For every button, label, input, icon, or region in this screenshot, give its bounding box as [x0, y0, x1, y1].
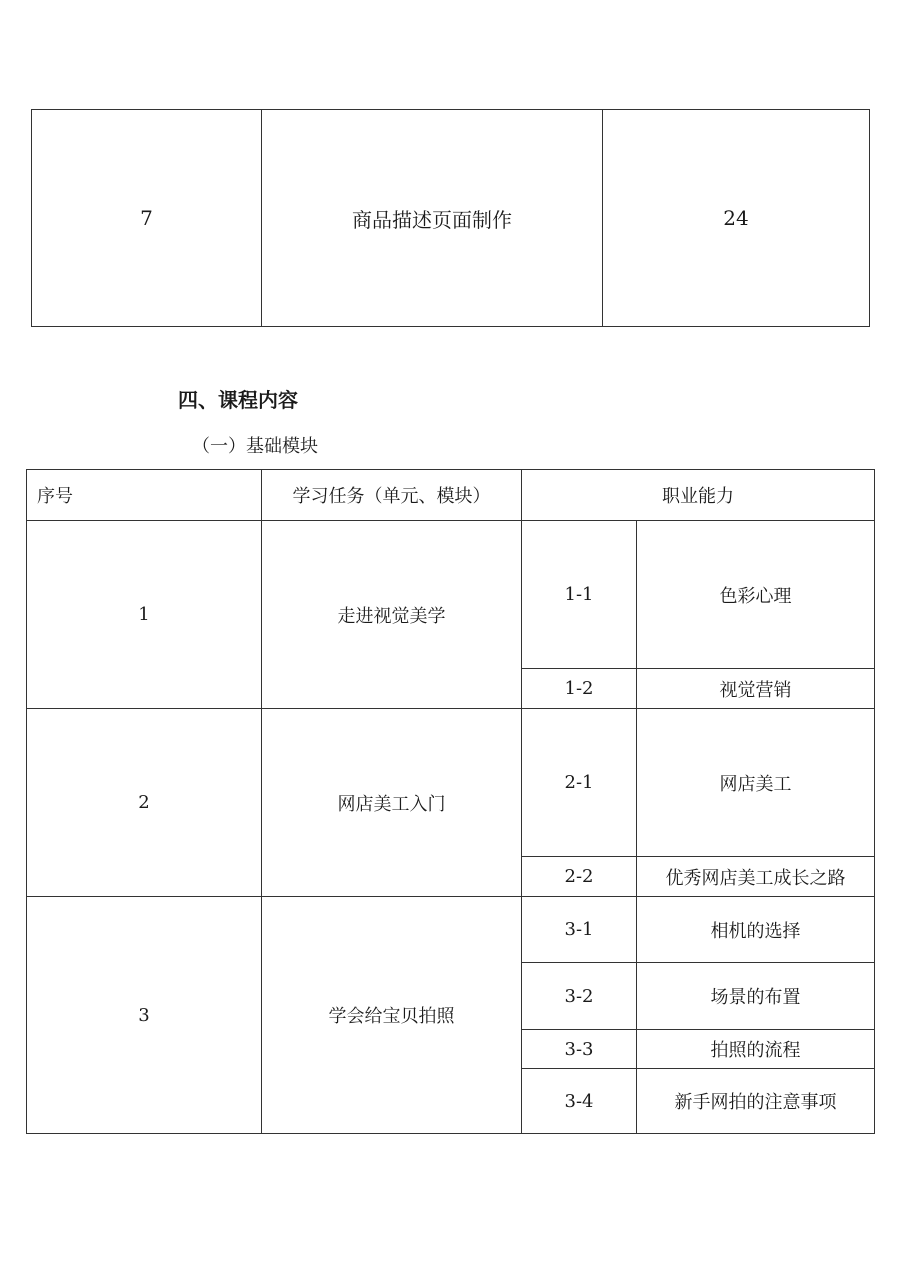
module-task: 网店美工入门 [262, 709, 522, 897]
module-seq: 1 [27, 521, 262, 709]
ability-code: 3-2 [522, 963, 637, 1030]
row-index: 7 [32, 110, 262, 327]
course-name: 商品描述页面制作 [262, 110, 603, 327]
header-task: 学习任务（单元、模块） [262, 470, 522, 521]
ability-name: 拍照的流程 [637, 1030, 875, 1069]
table-row [27, 897, 875, 963]
course-hours: 24 [603, 110, 870, 327]
module-task: 学会给宝贝拍照 [262, 897, 522, 1134]
ability-name: 色彩心理 [637, 521, 875, 669]
header-seq: 序号 [27, 470, 262, 521]
module-table [26, 469, 875, 1134]
module-task: 走进视觉美学 [262, 521, 522, 709]
ability-name: 场景的布置 [637, 963, 875, 1030]
ability-code: 3-1 [522, 897, 637, 963]
ability-name: 相机的选择 [637, 897, 875, 963]
section-heading: 四、课程内容 [178, 388, 298, 412]
table-row [27, 521, 875, 669]
table-row [27, 709, 875, 857]
ability-code: 2-2 [522, 857, 637, 897]
hours-table [31, 109, 870, 327]
header-ability: 职业能力 [522, 470, 875, 521]
ability-name: 新手网拍的注意事项 [637, 1069, 875, 1134]
table-header-row [27, 470, 875, 521]
ability-name: 优秀网店美工成长之路 [637, 857, 875, 897]
ability-name: 网店美工 [637, 709, 875, 857]
ability-name: 视觉营销 [637, 669, 875, 709]
ability-code: 1-1 [522, 521, 637, 669]
ability-code: 3-3 [522, 1030, 637, 1069]
ability-code: 1-2 [522, 669, 637, 709]
ability-code: 3-4 [522, 1069, 637, 1134]
subsection-heading: （一）基础模块 [192, 436, 318, 457]
table-row [32, 110, 870, 327]
module-seq: 3 [27, 897, 262, 1134]
module-seq: 2 [27, 709, 262, 897]
ability-code: 2-1 [522, 709, 637, 857]
